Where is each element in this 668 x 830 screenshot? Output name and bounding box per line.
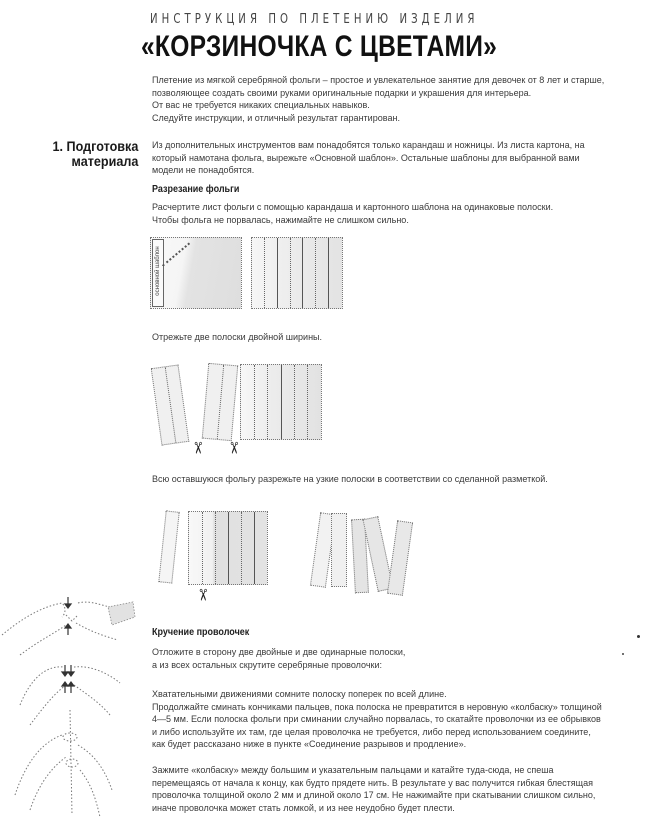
intro-line: От вас не требуется никаких специальных навыков. [152,100,370,112]
narrow-strip [387,520,413,596]
twisting-line: Хватательными движениями сомните полоску поперек по всей длине. [152,689,447,700]
document-subtitle: ИНСТРУКЦИЯ ПО ПЛЕТЕНИЮ ИЗДЕЛИЯ [150,12,479,27]
twisting-line: как будет рассказано ниже в пункте «Соединение разрывов и продление». [152,739,467,751]
scissors-icon: ✂ [193,588,211,602]
cutting-step2: Отрежьте две полоски двойной ширины. [152,332,323,343]
speck [622,653,624,655]
subheading-twisting: Кручение проволочек [152,627,250,638]
template-strip [152,239,164,307]
double-strip [151,364,190,445]
crumpling-hands-icon [0,585,150,825]
twisting-line: 4—5 мм. Если полоска фольги при сминании случайно порвалась, то скатайте проволочки из ее обрывков [152,714,601,726]
figure-marking-foil [150,237,242,309]
section-heading [52,139,138,169]
figure-narrow-strips [150,505,420,615]
twisting-paragraph-1 [152,689,631,752]
twisting-line: иначе проволочка может стать ломкой, и из нее неудобно будет плести. [152,802,455,814]
twisting-line: Отложите в сторону две двойные и две одинарные полоски, [152,647,406,658]
twisting-line: Зажмите «колбаску» между большим и указательным пальцами и катайте туда-сюда, не спеша [152,765,554,776]
double-strip [202,363,239,441]
step-line: Расчертите лист фольги с помощью карандаша и картонного шаблона на одинаковые полоски. [152,202,554,213]
intro-paragraph [152,75,633,125]
scissors-icon: ✂ [224,441,242,455]
intro-line: Плетение из мягкой серебряной фольги – простое и увлекательное занятие для девочек от 8 лет и старше, [152,75,605,86]
twisting-paragraph-2 [152,765,624,815]
template-label: основной шаблон [155,246,161,296]
section-heading-line2: материала [71,153,138,169]
step-line: Чтобы фольга не порвалась, нажимайте не слишком сильно. [152,214,409,226]
body-line: модели не понадобятся. [152,165,255,177]
subheading-cutting: Разрезание фольги [152,184,240,195]
body-line: который намотана фольга, вырежьте «Основной шаблон». Остальные шаблоны для выбранной вами [152,152,580,164]
figure-double-strips [150,360,330,460]
intro-line: Следуйте инструкции, и отличный результат гарантирован. [152,112,400,124]
twisting-line: а из всех остальных скрутите серебряные проволочки: [152,659,383,671]
body-line: Из дополнительных инструментов вам понадобятся только карандаш и ножницы. Из листа картона, на [152,140,585,151]
narrow-strip [158,510,179,583]
section-heading-line1: 1. Подготовка [52,138,138,154]
figure-ruled-foil [251,237,343,309]
cutting-step1 [152,202,579,227]
twisting-line: Продолжайте сминать кончиками пальцев, пока полоска не превратится в неровную «колбаску» толщиной [152,701,602,713]
narrow-strip [331,513,347,587]
twisting-line: перемещаясь от начала к концу, как будто прядете нить. В результате у вас получится гибкая блестящая [152,777,594,789]
remaining-foil [240,364,322,440]
scissors-icon: ✂ [188,441,206,455]
speck [637,635,640,638]
remaining-foil [188,511,268,585]
twisting-line: проволочка толщиной около 2 мм и длиной около 17 см. Не нажимайте при скатывании слишком сильно, [152,790,596,802]
section-body [152,140,612,178]
twisting-intro [152,647,422,672]
intro-line: позволяющее создать своими руками оригинальные подарки и украшения для интерьера. [152,87,532,99]
cutting-step3: Всю оставшуюся фольгу разрежьте на узкие полоски в соответствии со сделанной разметкой. [152,474,548,485]
document-title: «КОРЗИНОЧКА С ЦВЕТАМИ» [141,30,498,63]
hands-illustration [0,585,150,825]
twisting-line: и либо используйте их там, где целая проволочка не требуется, либо перед использованием соедините, [152,726,591,738]
